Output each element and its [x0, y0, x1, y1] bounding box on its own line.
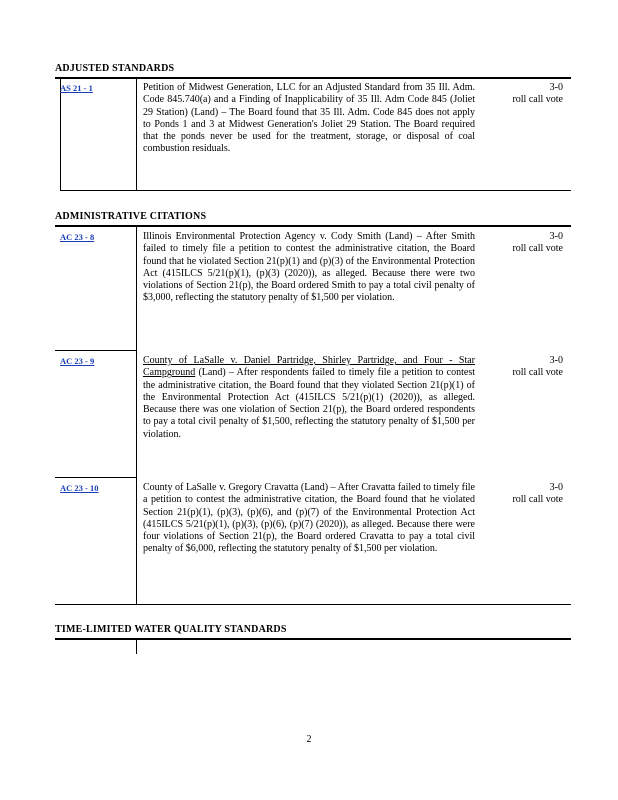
case-text: County of LaSalle v. Gregory Cravatta (Land) – After Cravatta failed to timely file a petition to contest the administrative citation, the Board found that he violated Section 21(p)(1), (p)(3), (p)(6), and (p)(7) of the Environmental Protection Act (415ILCS 5/21(p)(1), (p)(3), (p)(6), (p)(7) (2020)), as alleged. Because there were four violations of Section 21(p), the Board ordered Cravatta to pay a total civil penalty of $6,000, reflecting the statutory penalty of $1,500 per violation.: [143, 482, 475, 555]
case-description: [143, 482, 475, 556]
table-bottom-border: [55, 604, 571, 605]
case-link-ac-23-9[interactable]: AC 23 - 9: [60, 356, 95, 366]
section-heading-adjusted-standards: ADJUSTED STANDARDS: [55, 63, 175, 74]
page-number: 2: [306, 734, 312, 745]
vote-count: 3-0: [549, 355, 563, 366]
vote-count: 3-0: [549, 231, 563, 242]
column-divider: [136, 79, 137, 190]
case-description: [143, 231, 475, 305]
case-link-ac-23-10[interactable]: AC 23 - 10: [60, 483, 99, 493]
vote-type: roll call vote: [512, 494, 563, 506]
section-heading-time-limited-wqs: TIME-LIMITED WATER QUALITY STANDARDS: [55, 624, 287, 635]
vote-type: roll call vote: [512, 243, 563, 255]
case-caption: County of LaSalle v. Daniel Partridge, Shirley Partridge, and Four - Star Campground: [143, 355, 475, 379]
case-link-as-21-1[interactable]: AS 21 - 1: [60, 83, 93, 93]
section-divider: [55, 638, 571, 640]
section-divider: [55, 225, 571, 227]
row-divider: [55, 477, 137, 478]
vote-type: roll call vote: [512, 367, 563, 379]
vote-result: [483, 82, 563, 107]
column-divider: [136, 640, 137, 654]
case-description: [143, 82, 475, 156]
section-heading-administrative-citations: ADMINISTRATIVE CITATIONS: [55, 211, 207, 222]
case-description: [143, 355, 475, 441]
vote-count: 3-0: [549, 82, 563, 93]
case-text: Illinois Environmental Protection Agency v. Cody Smith (Land) – After Smith failed to timely file a petition to contest the administrative citation, the Board found that he violated Section 21(p)(1) and (p)(3) of the Environmental Protection Act (415ILCS 5/21(p)(1), (p)(3) (2020)), as alleged. Because there were two violations of Section 21(p), the Board ordered Smith to pay a total civil penalty of $3,000, reflecting the statutory penalty of $1,500 per violation.: [143, 231, 475, 304]
case-link-ac-23-8[interactable]: AC 23 - 8: [60, 232, 95, 242]
table-left-border: [60, 79, 61, 190]
vote-result: [483, 482, 563, 507]
column-divider: [136, 227, 137, 604]
vote-count: 3-0: [549, 482, 563, 493]
section-divider: [55, 77, 571, 79]
row-divider: [55, 350, 137, 351]
vote-result: [483, 231, 563, 256]
vote-result: [483, 355, 563, 380]
vote-type: roll call vote: [512, 94, 563, 106]
table-bottom-border: [60, 190, 571, 191]
case-text: Petition of Midwest Generation, LLC for an Adjusted Standard from 35 Ill. Adm. Code 845.740(a) and a Finding of Inapplicability of 35 Ill. Adm Code 845 (Joliet 29 Station) (Land) – The Board found that 35 Ill. Adm. Code 845 does not apply to Ponds 1 and 3 at Midwest Generation's Joliet 29 Station. The Board required that the ponds never be used for the treatment, storage, or disposal of coal combustion residuals.: [143, 82, 475, 155]
case-text: (Land) – After respondents failed to timely file a petition to contest the administrative citation, the Board found that they violated Section 21(p)(1) of the Environmental Protection Act (415ILCS 5/21(p)(1) (2020)), as alleged. Because there was one violation of Section 21(p), the Board ordered respondents to pay a total civil penalty of $1,500, reflecting the statutory penalty of $1,500 per violation.: [143, 367, 475, 440]
